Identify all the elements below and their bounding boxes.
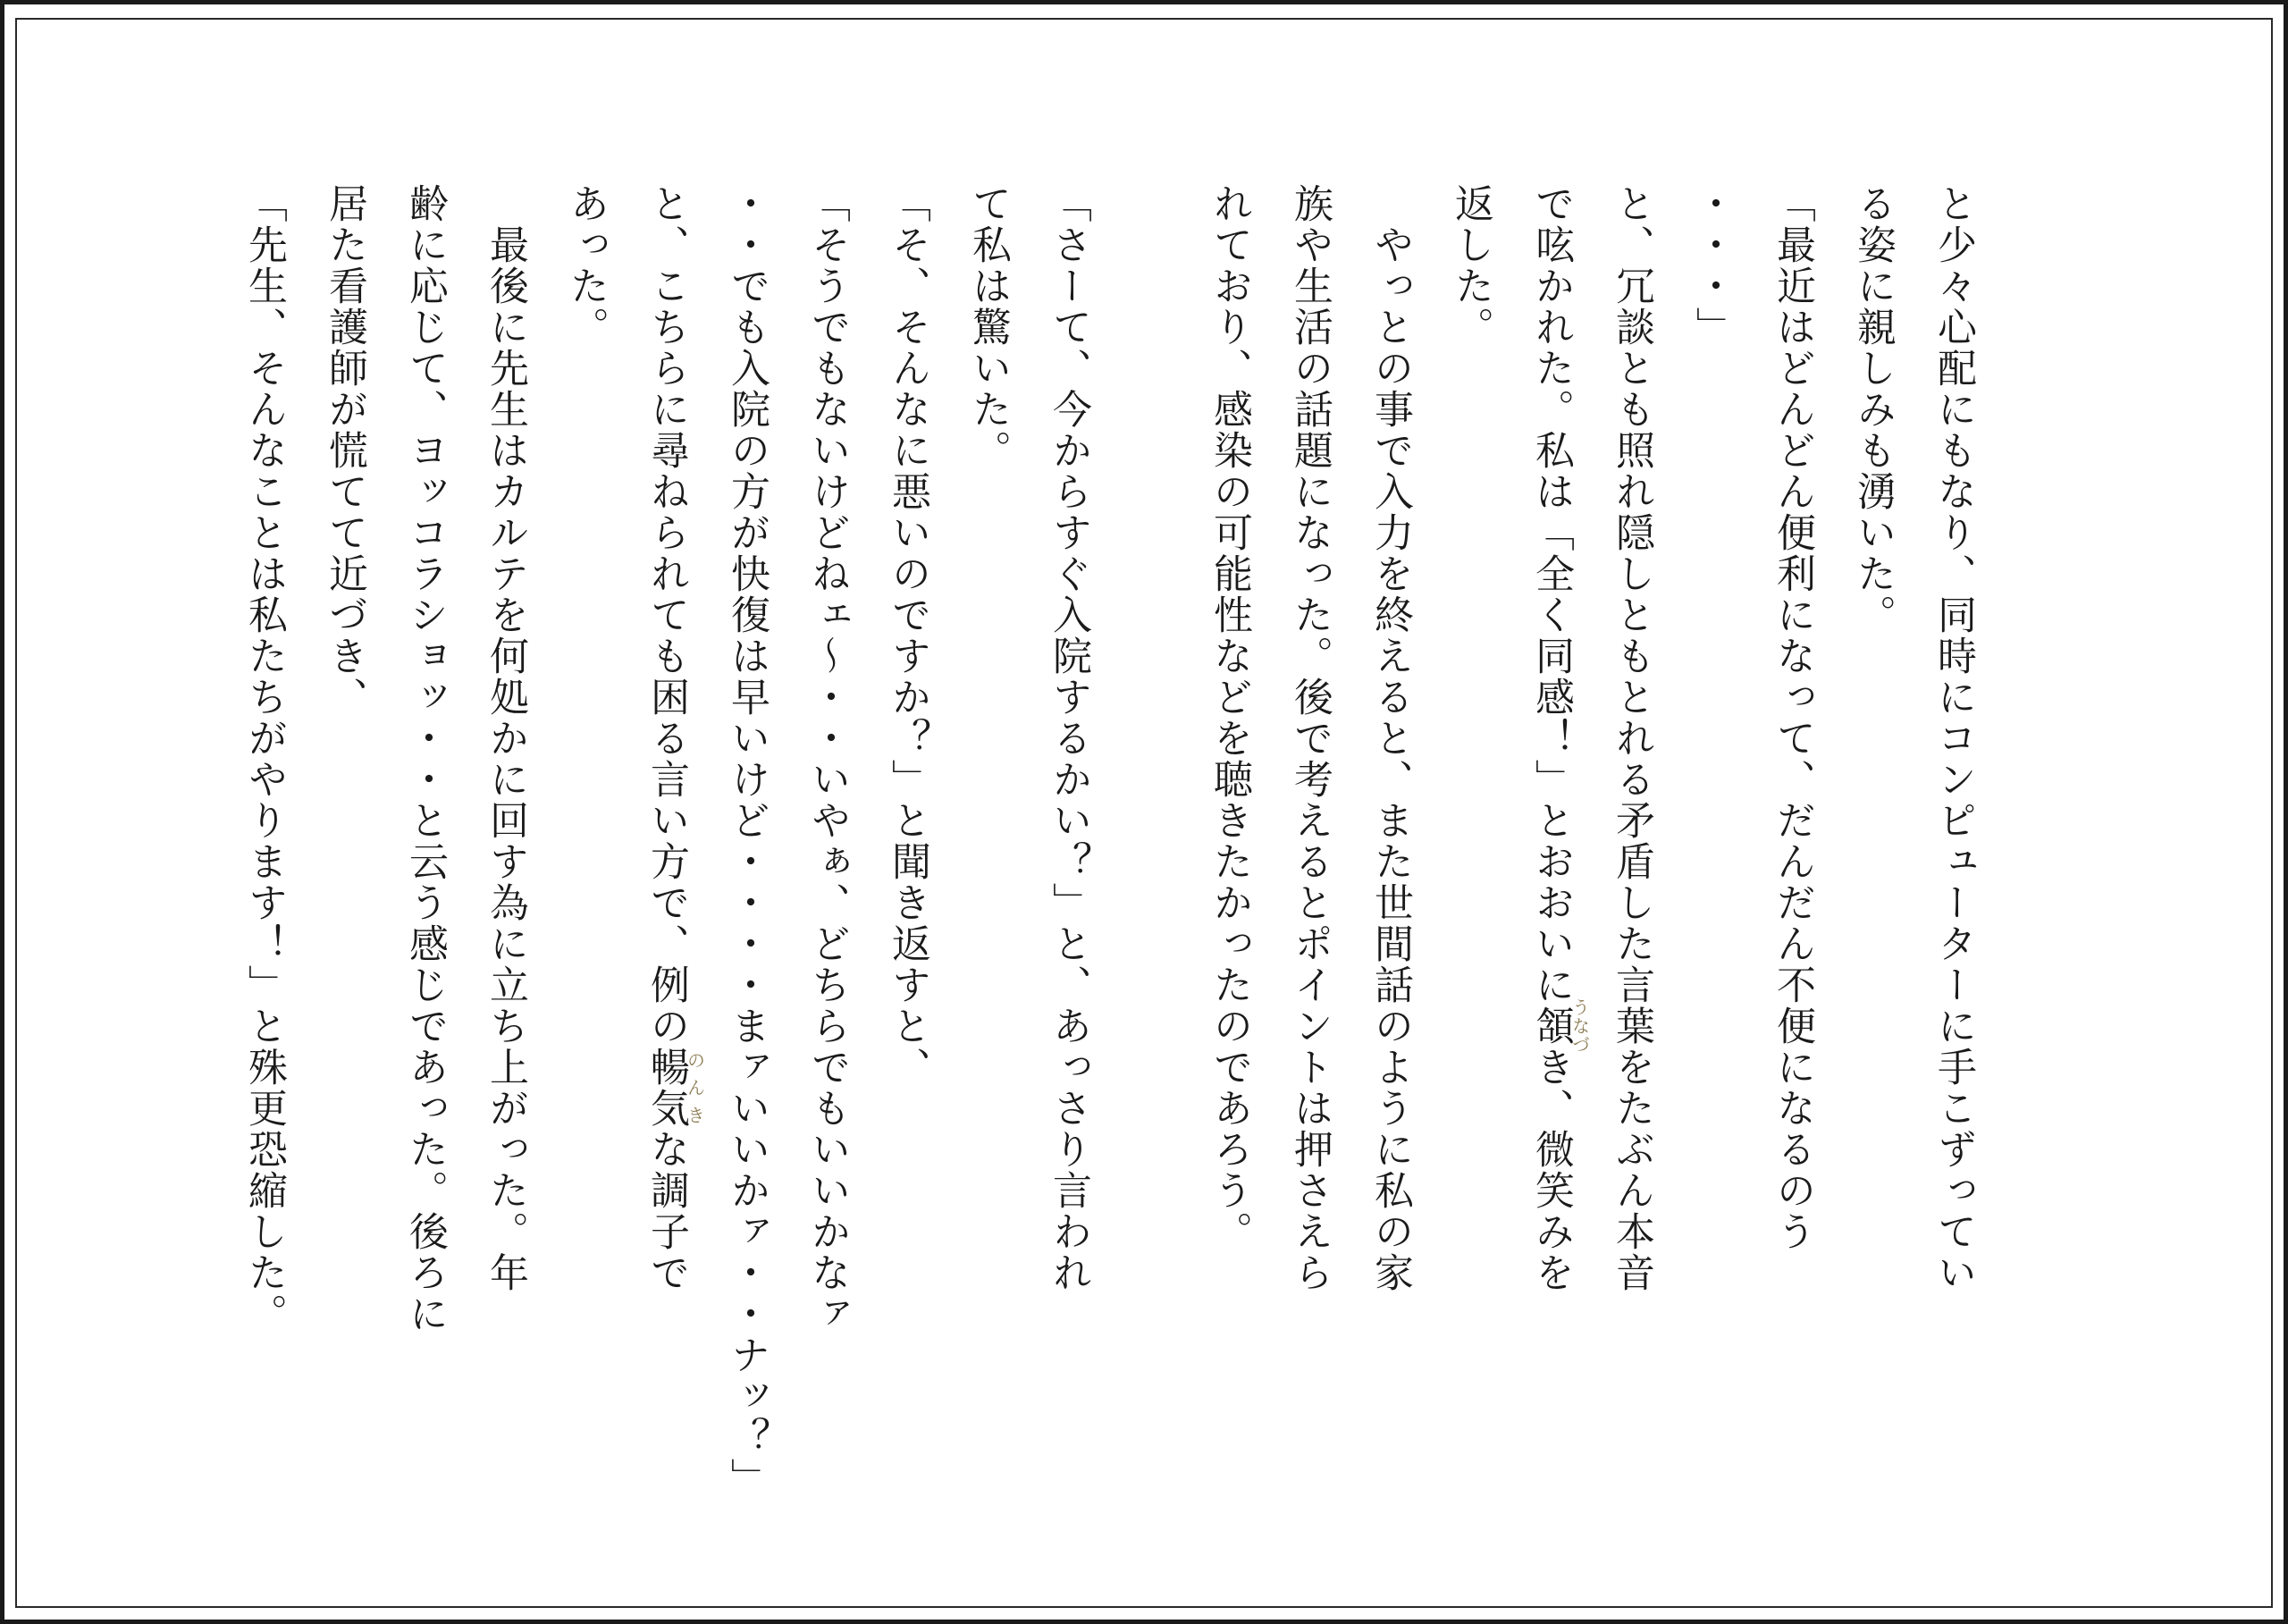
text-line-with-ruby: [1510, 183, 1591, 1470]
text-line: と、冗談とも照れ隠しともとれる矛盾した言葉をたぶん本音: [1609, 183, 1654, 1293]
text-line: 最後に先生はカルテを何処かに回す為に立ち上がった。年: [483, 183, 528, 1293]
text-line-with-ruby: [626, 183, 706, 1470]
text-line: ・・・」: [1689, 183, 1735, 348]
text-segment: き、微笑みを: [1528, 1047, 1574, 1293]
ruby-reading: のんき: [684, 1047, 706, 1129]
text-line: て私は驚いた。: [965, 183, 1011, 471]
text-line: 「そうでもないけどねェ～・・いやぁ、どちらでもいいかなァ: [804, 183, 850, 1334]
text-line: 齢に応じて、ヨッコラショッ・・と云う感じであった。後ろに: [402, 183, 448, 1334]
text-line: 返した。: [1448, 183, 1493, 348]
text-line: あった。: [563, 183, 609, 348]
text-segment: な調子で: [644, 1129, 689, 1293]
text-line: 「そ、そんなに悪いのですか？」と聞き返すと、: [885, 183, 930, 1088]
text-line: と少々心配にもなり、同時にコンピューターに手こずってい: [1930, 183, 1976, 1293]
ruby-reading: うなづ: [1569, 997, 1591, 1055]
text-line: やっとの事で入力を終えると、また世間話のように私の家: [1367, 183, 1413, 1293]
text-segment: で呟かれた。私は「全く同感！」とおおいに: [1528, 183, 1574, 1006]
ruby-nonki: [644, 1047, 706, 1129]
blank-line: [1108, 183, 1189, 1470]
text-line: 「最近はどんどん便利になって、だんだん不便になるのう: [1770, 183, 1815, 1252]
text-line: 族や生活の話題になった。後で考えるとポイントは押さえら: [1287, 183, 1333, 1293]
text-line: ・・でも入院の方が快復は早いけど・・・・まァいいかァ・・ナッ？」: [724, 183, 770, 1499]
text-line: る姿に親しみも湧いた。: [1850, 183, 1896, 635]
vertical-text-body: [223, 183, 1993, 1499]
text-segment: と、こちらに尋ねられても困る言い方で、例の: [644, 183, 689, 1047]
ruby-base: 暢気: [644, 1047, 689, 1129]
text-line: 「さーて、今からすぐ入院するかい？」と、あっさり言われ: [1046, 183, 1091, 1293]
text-line: れており、感染の可能性などを聴きたかったのであろう。: [1207, 183, 1252, 1252]
ruby-unazuki: [1528, 997, 1591, 1055]
text-line: 居た看護師が慌てて近づき、: [322, 183, 367, 718]
text-line: 「先生、そんなことは私たちがやります！」と殊更恐縮した。: [241, 183, 287, 1334]
ruby-base: 頷: [1528, 997, 1574, 1055]
